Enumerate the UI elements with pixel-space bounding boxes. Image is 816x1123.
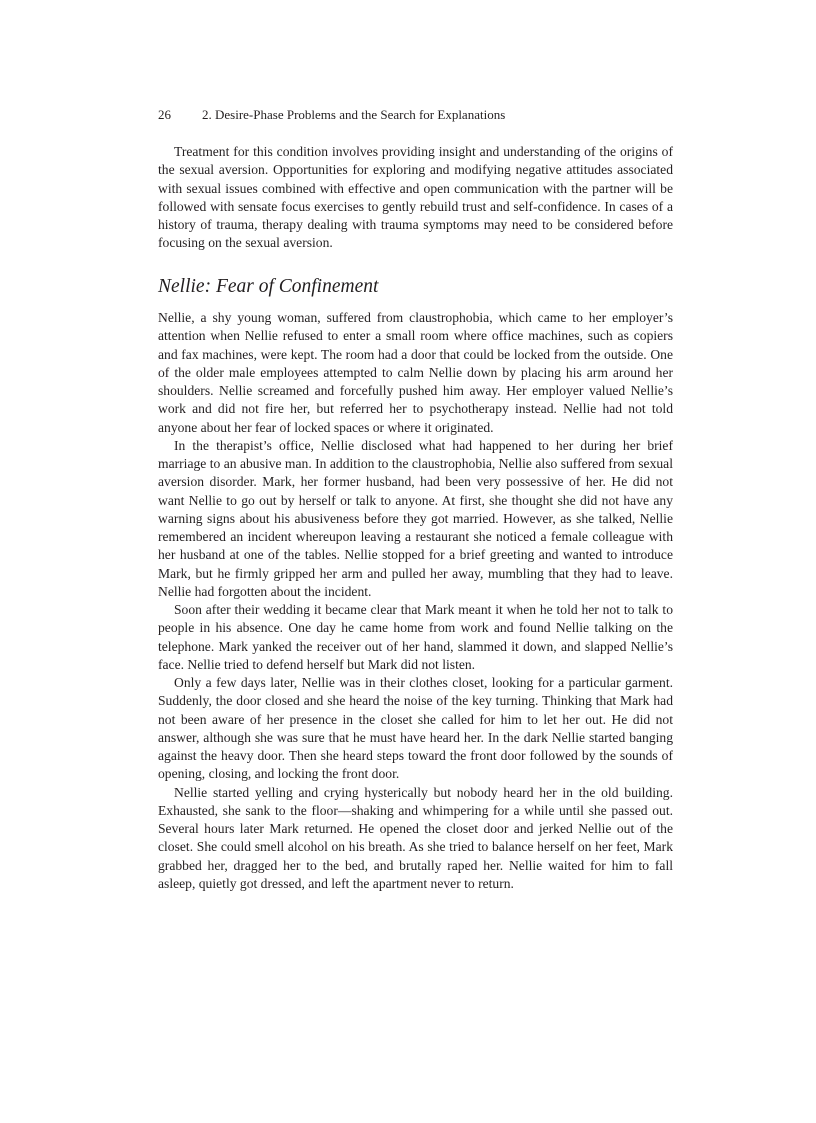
paragraph-1: Nellie, a shy young woman, suffered from claustrophobia, which came to her employer’s attention when Nellie refused to enter a small room where office machines, such as copiers and fax machines, were kept. The room had a door that could be locked from the outside. One of the older male employees attempted to calm Nellie down by placing his arm around her shoulders. Nellie screamed and forcefully pushed him away. Her employer valued Nellie’s work and did not fire her, but referred her to psychotherapy instead. Nellie had not told anyone about her fear of locked spaces or where it originated. [158, 310, 673, 435]
intro-paragraph: Treatment for this condition involves providing insight and understanding of the origins of the sexual aversion. Opportunities for exploring and modifying negative attitudes associated with sexual issues combined with effective and open communication with the partner will be followed with sensate focus exercises to gently rebuild trust and self-confidence. In cases of a history of trauma, therapy dealing with trauma symptoms may need to be considered before focusing on the sexual aversion. [158, 144, 673, 251]
paragraph-3: Soon after their wedding it became clear that Mark meant it when he told her not to talk to people in his absence. One day he came home from work and found Nellie talking on the telephone. Mark yanked the receiver out of her hand, slammed it down, and slapped Nellie’s face. Nellie tried to defend herself but Mark did not listen. [158, 602, 673, 672]
chapter-title: 2. Desire-Phase Problems and the Search for Explanations [202, 107, 506, 122]
paragraph-5: Nellie started yelling and crying hysterically but nobody heard her in the old building. Exhausted, she sank to the floor—shaking and whimpering for a while until she passed out. Several hours later Mark returned. He opened the closet door and jerked Nellie out of the closet. She could smell alcohol on his breath. As she tried to balance herself on her feet, Mark grabbed her, dragged her to the bed, and brutally raped her. Nellie waited for him to fall asleep, quietly got dressed, and left the apartment never to return. [158, 784, 673, 891]
section-heading: Nellie: Fear of Confinement [158, 276, 379, 297]
paragraph-4: Only a few days later, Nellie was in their clothes closet, looking for a particular garment. Suddenly, the door closed and she heard the noise of the key turning. Thinking that Mark had not been aware of her presence in the closet she called for him to let her out. He did not answer, although she was sure that he must have heard her. In the dark Nellie started banging against the heavy door. Then she heard steps toward the front door followed by the sounds of opening, closing, and locking the front door. [158, 675, 673, 782]
running-head [158, 106, 673, 124]
case-text-block [158, 309, 673, 893]
intro-text-block [158, 143, 673, 253]
paragraph-2: In the therapist’s office, Nellie disclosed what had happened to her during her brief marriage to an abusive man. In addition to the claustrophobia, Nellie also suffered from sexual aversion disorder. Mark, her former husband, had been very possessive of her. He did not want Nellie to go out by herself or talk to anyone. At first, she thought she did not have any warning signs about his abusiveness before they got married. However, as she talked, Nellie remembered an incident whereupon leaving a restaurant she noticed a female colleague with her husband at one of the tables. Nellie stopped for a brief greeting and wanted to introduce Mark, but he firmly gripped her arm and pulled her away, mumbling that they had to leave. Nellie had forgotten about the incident. [158, 437, 673, 599]
page-number: 26 [158, 107, 171, 122]
